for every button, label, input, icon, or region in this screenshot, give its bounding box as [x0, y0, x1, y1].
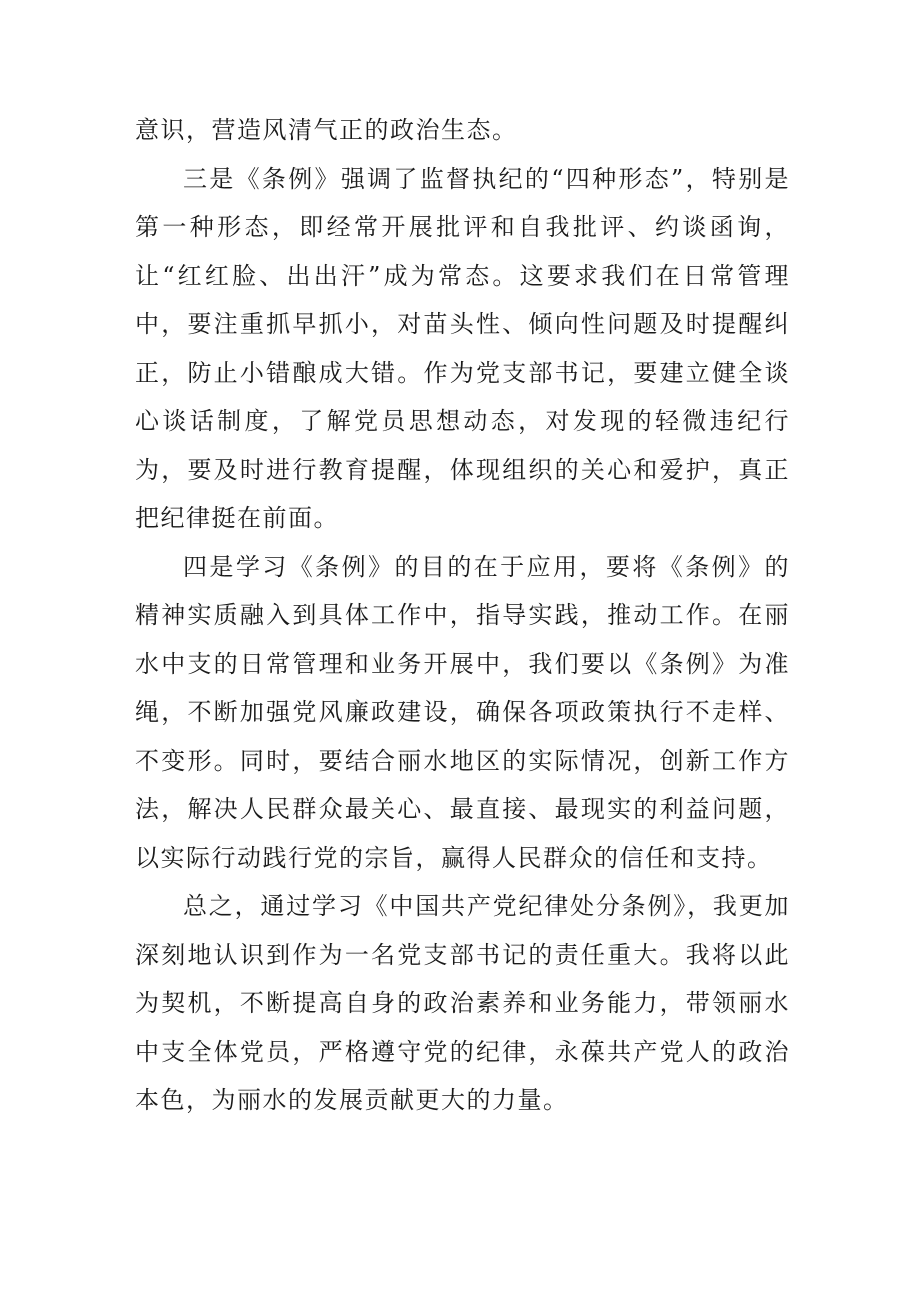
paragraph-point-four: 四是学习《条例》的目的在于应用，要将《条例》的精神实质融入到具体工作中，指导实践，推动工作。在丽水中支的日常管理和业务开展中，我们要以《条例》为准绳，不断加强党风廉政建设，确保各项政策执行不走样、不变形。同时，要结合丽水地区的实际情况，创新工作方法，解决人民群众最关心、最直接、最现实的利益问题，以实际行动践行党的宗旨，赢得人民群众的信任和支持。: [135, 552, 790, 872]
paragraph-conclusion: 总之，通过学习《中国共产党纪律处分条例》，我更加深刻地认识到作为一名党支部书记的责任重大。我将以此为契机，不断提高自身的政治素养和业务能力，带领丽水中支全体党员，严格遵守党的纪律，永葆共产党人的政治本色，为丽水的发展贡献更大的力量。: [135, 892, 790, 1114]
paragraph-continuation: 意识，营造风清气正的政治生态。: [135, 116, 518, 144]
paragraph-point-three: 三是《条例》强调了监督执纪的“四种形态”，特别是第一种形态，即经常开展批评和自我批评、约谈函询，让“红红脸、出出汗”成为常态。这要求我们在日常管理中，要注重抓早抓小，对苗头性、倾向性问题及时提醒纠正，防止小错酿成大错。作为党支部书记，要建立健全谈心谈话制度，了解党员思想动态，对发现的轻微违纪行为，要及时进行教育提醒，体现组织的关心和爱护，真正把纪律挺在前面。: [135, 164, 790, 532]
document-body: [135, 106, 790, 1125]
